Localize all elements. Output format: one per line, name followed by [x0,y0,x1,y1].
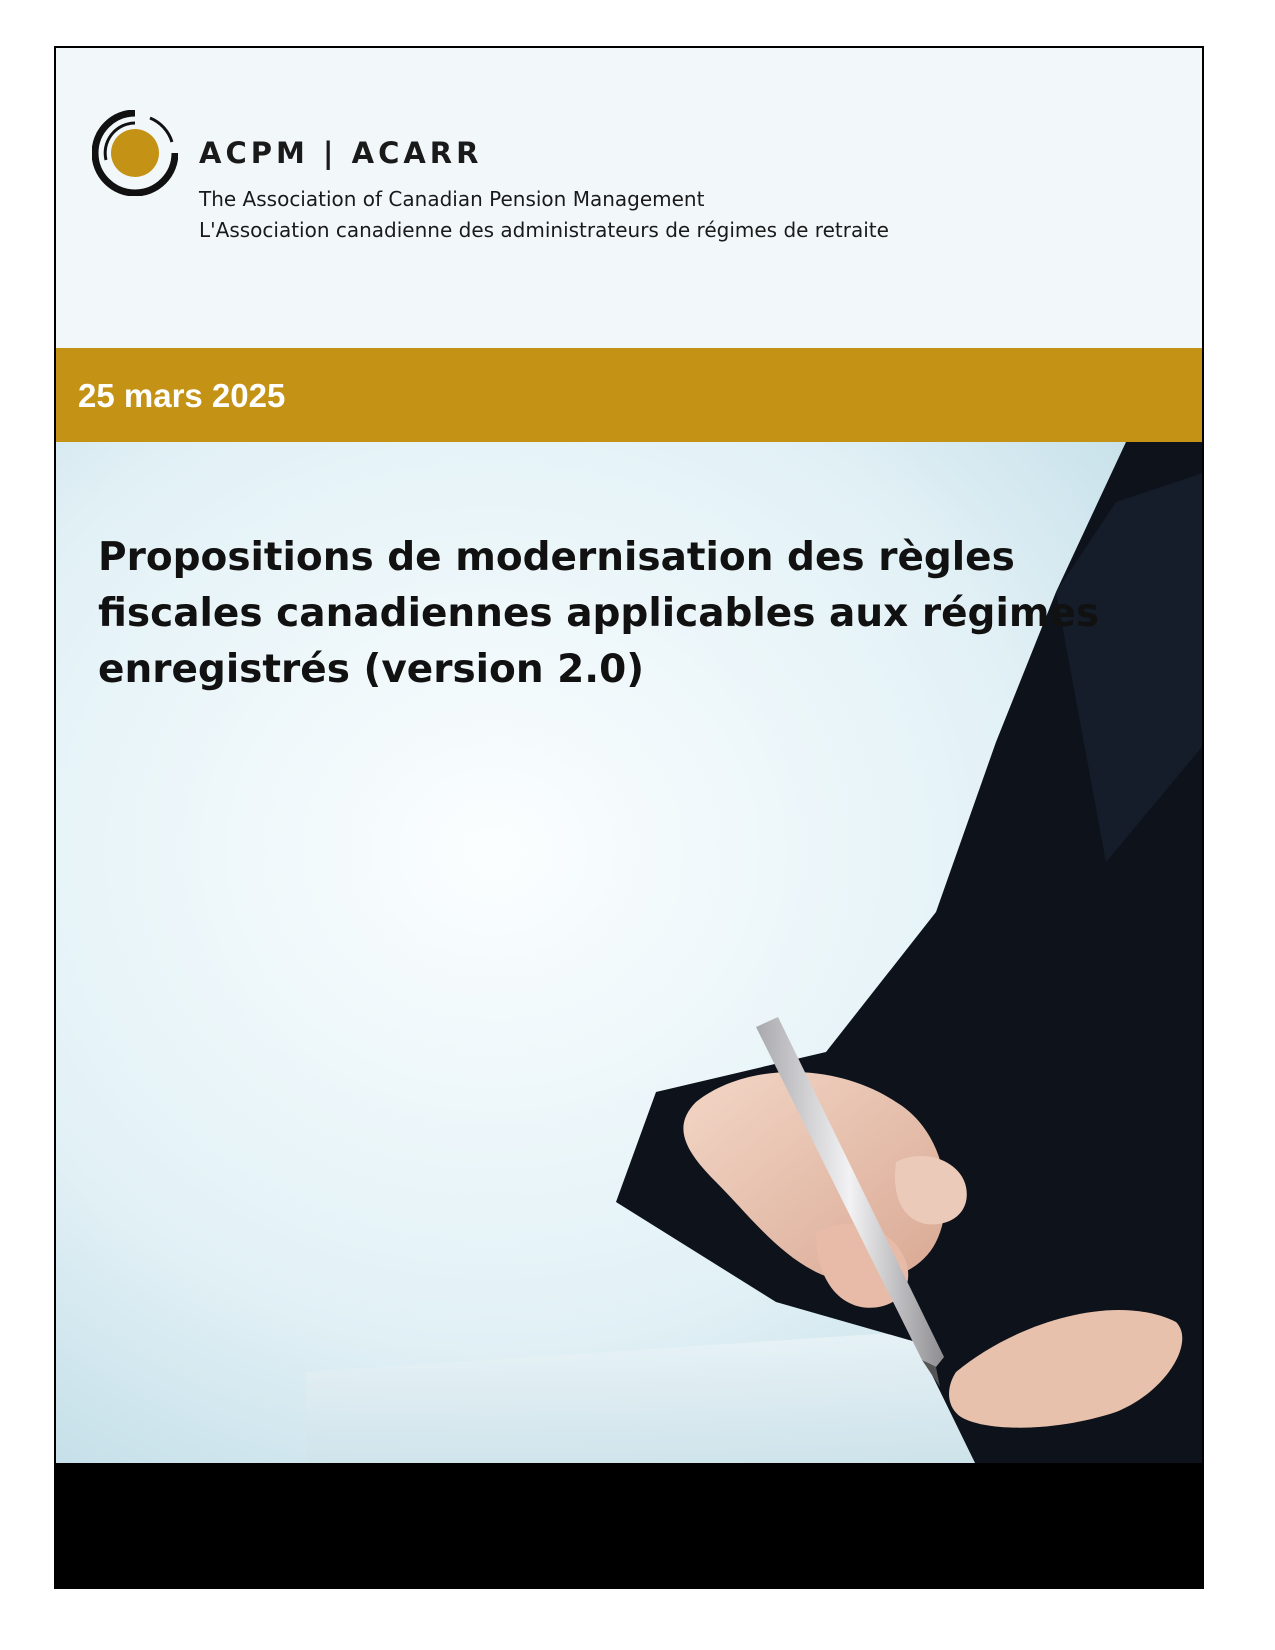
cover-page [54,46,1204,1589]
document-title: Propositions de modernisation des règles fiscales canadiennes applicables aux régimes enregistrés (version 2.0) [98,535,1100,692]
cover-header [56,48,1202,348]
acpm-ring-logo-icon [92,110,178,196]
document-date: 25 mars 2025 [78,377,286,414]
org-name: ACPM | ACARR [199,136,483,170]
org-tagline-en: The Association of Canadian Pension Management [199,187,705,211]
org-tagline-fr: L'Association canadienne des administrateurs de régimes de retraite [199,218,889,242]
date-band [56,348,1202,442]
footer-band [56,1463,1202,1587]
